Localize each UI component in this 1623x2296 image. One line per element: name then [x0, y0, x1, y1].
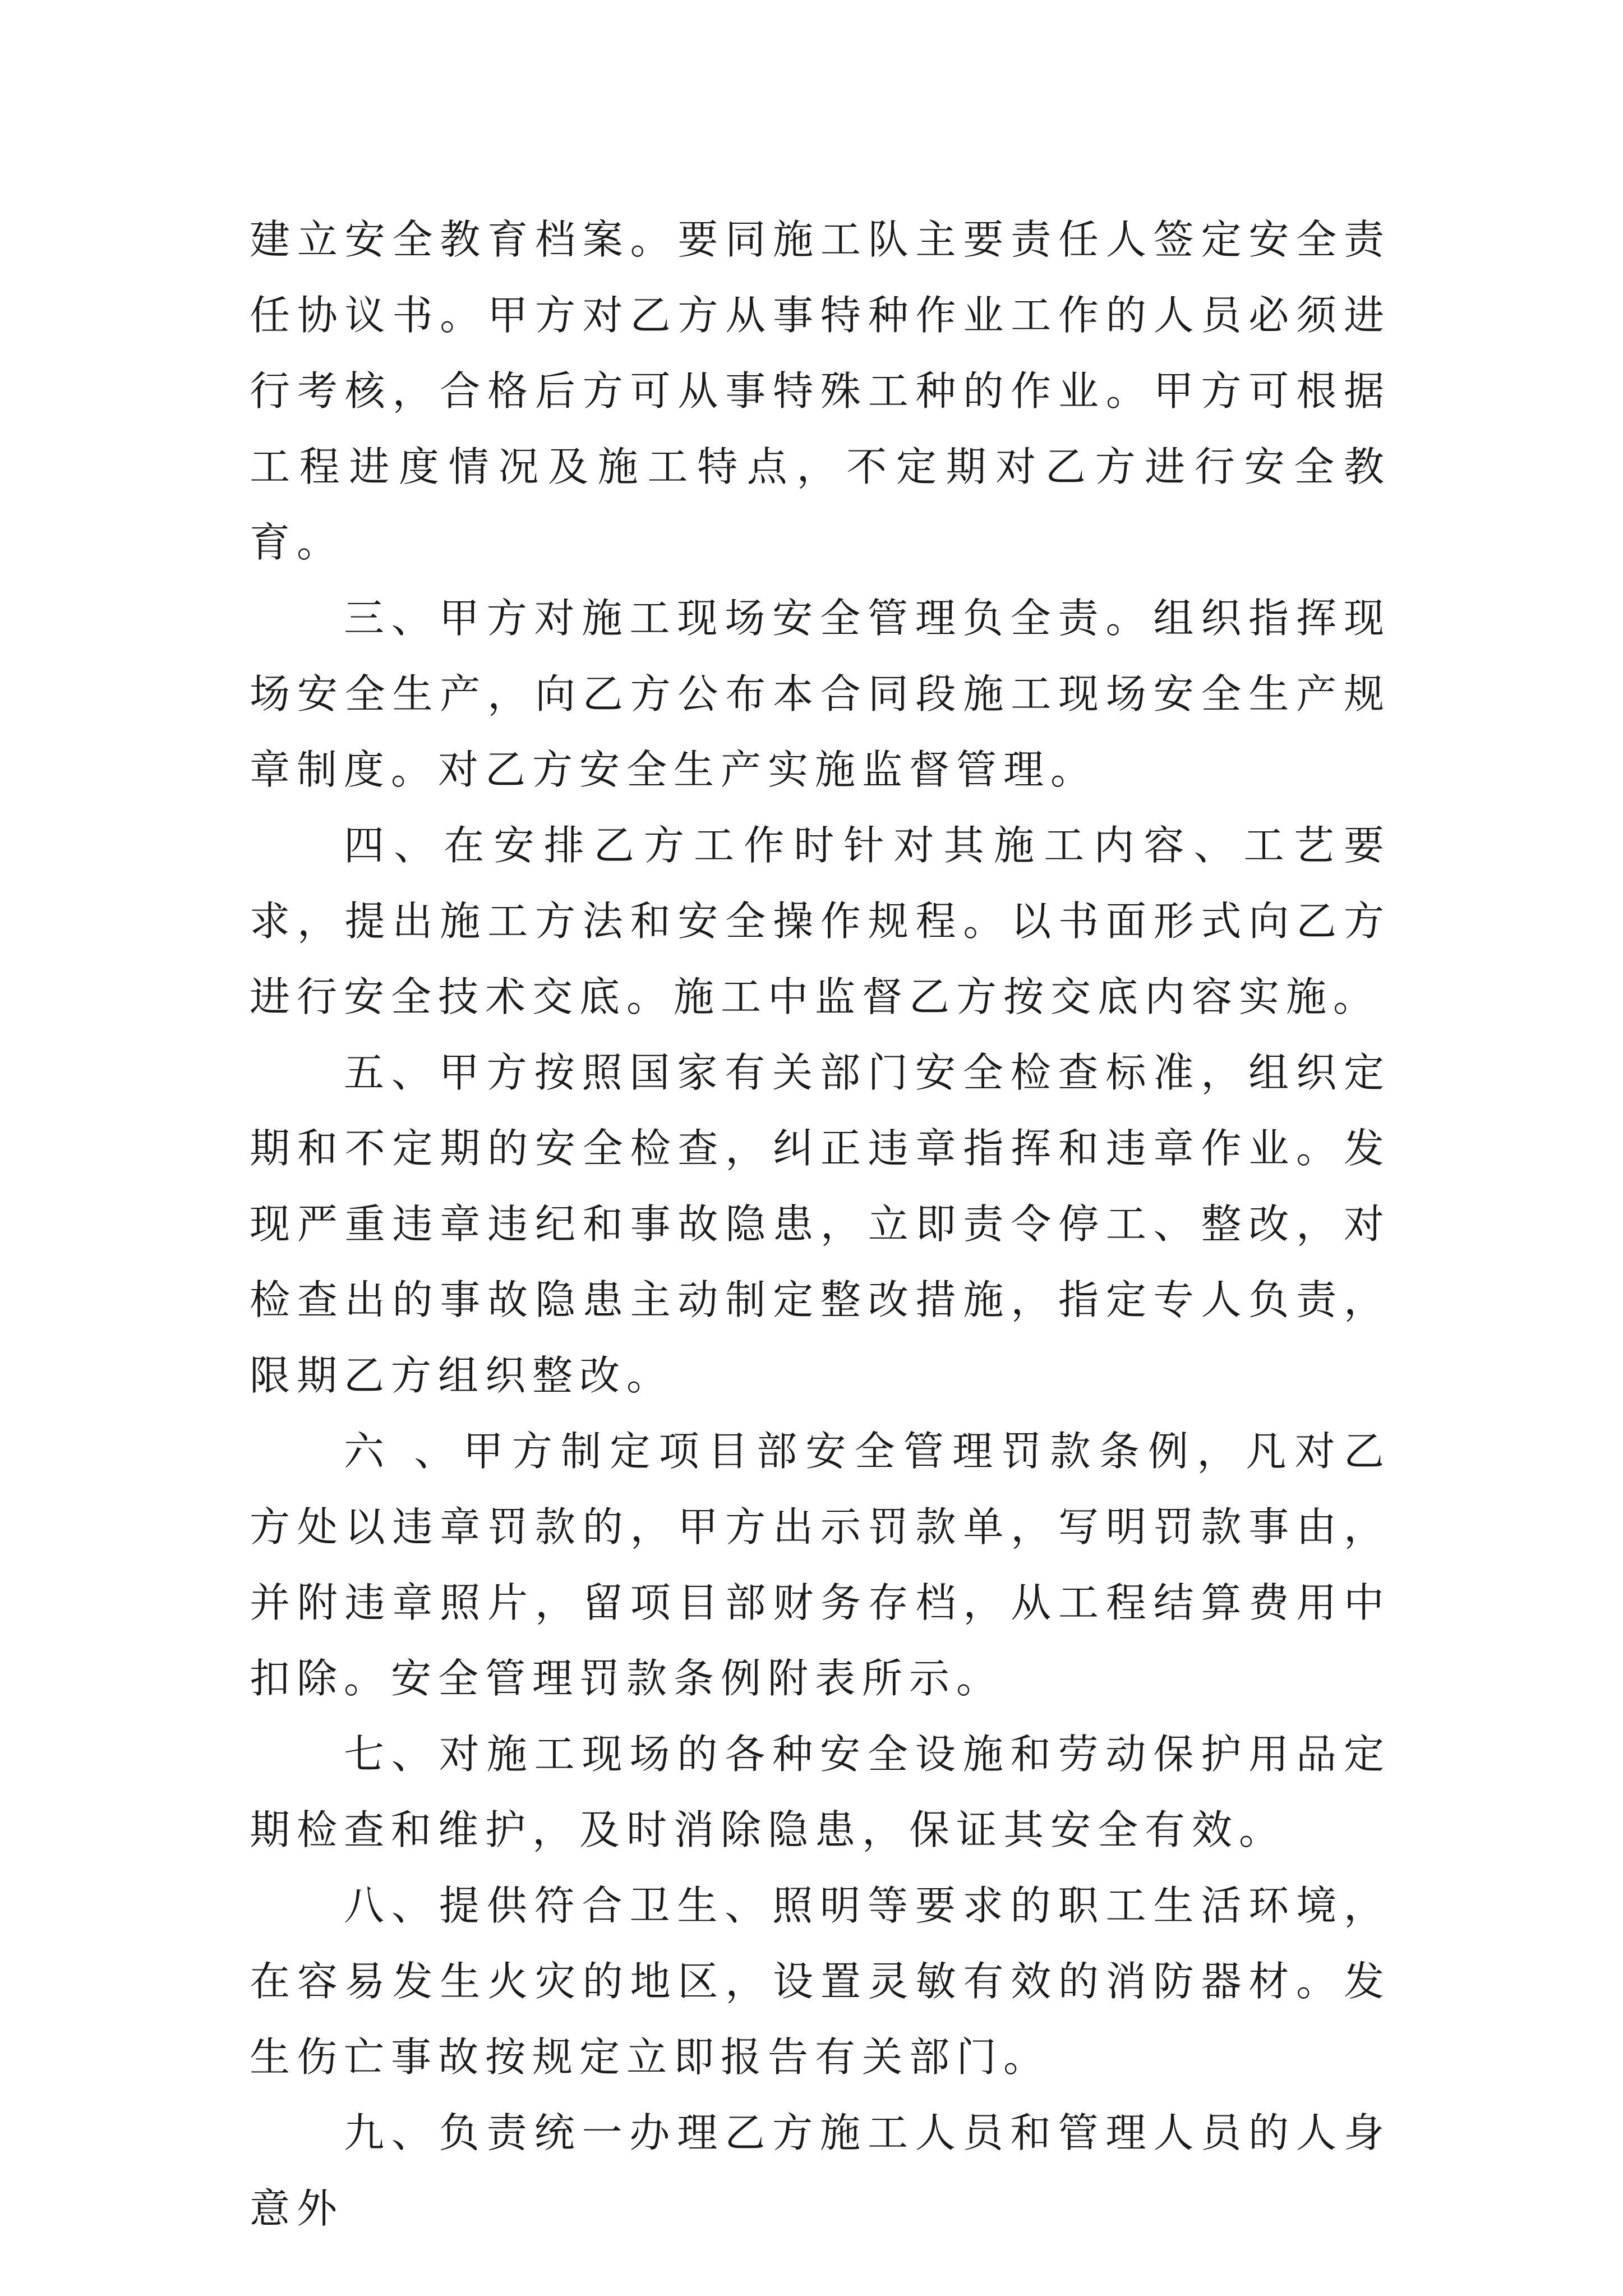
paragraph-7: 八、提供符合卫生、照明等要求的职工生活环境，在容易发生火灾的地区，设置灵敏有效的消防器材。发生伤亡事故按规定立即报告有关部门。	[250, 1882, 1391, 2081]
paragraph-4: 五、甲方按照国家有关部门安全检查标准，组织定期和不定期的安全检查，纠正违章指挥和违章作业。发现严重违章违纪和事故隐患，立即责令停工、整改，对检查出的事故隐患主动制定整改措施，指定专人负责，限期乙方组织整改。	[250, 1049, 1391, 1399]
paragraph-5: 六 、甲方制定项目部安全管理罚款条例，凡对乙方处以违章罚款的，甲方出示罚款单，写明罚款事由，并附违章照片，留项目部财务存档，从工程结算费用中扣除。安全管理罚款条例附表所示。	[250, 1428, 1391, 1702]
paragraph-1: 建立安全教育档案。要同施工队主要责任人签定安全责任协议书。甲方对乙方从事特种作业工作的人员必须进行考核，合格后方可从事特殊工种的作业。甲方可根据工程进度情况及施工特点，不定期对乙方进行安全教育。	[250, 216, 1391, 566]
paragraph-8: 九、负责统一办理乙方施工人员和管理人员的人身意外	[250, 2109, 1391, 2232]
paragraph-2: 三、甲方对施工现场安全管理负全责。组织指挥现场安全生产，向乙方公布本合同段施工现场安全生产规章制度。对乙方安全生产实施监督管理。	[250, 595, 1391, 793]
document-body	[250, 202, 1391, 2247]
paragraph-6: 七、对施工现场的各种安全设施和劳动保护用品定期检查和维护，及时消除隐患，保证其安全有效。	[250, 1731, 1391, 1853]
paragraph-3: 四、在安排乙方工作时针对其施工内容、工艺要求，提出施工方法和安全操作规程。以书面形式向乙方进行安全技术交底。施工中监督乙方按交底内容实施。	[250, 822, 1391, 1020]
